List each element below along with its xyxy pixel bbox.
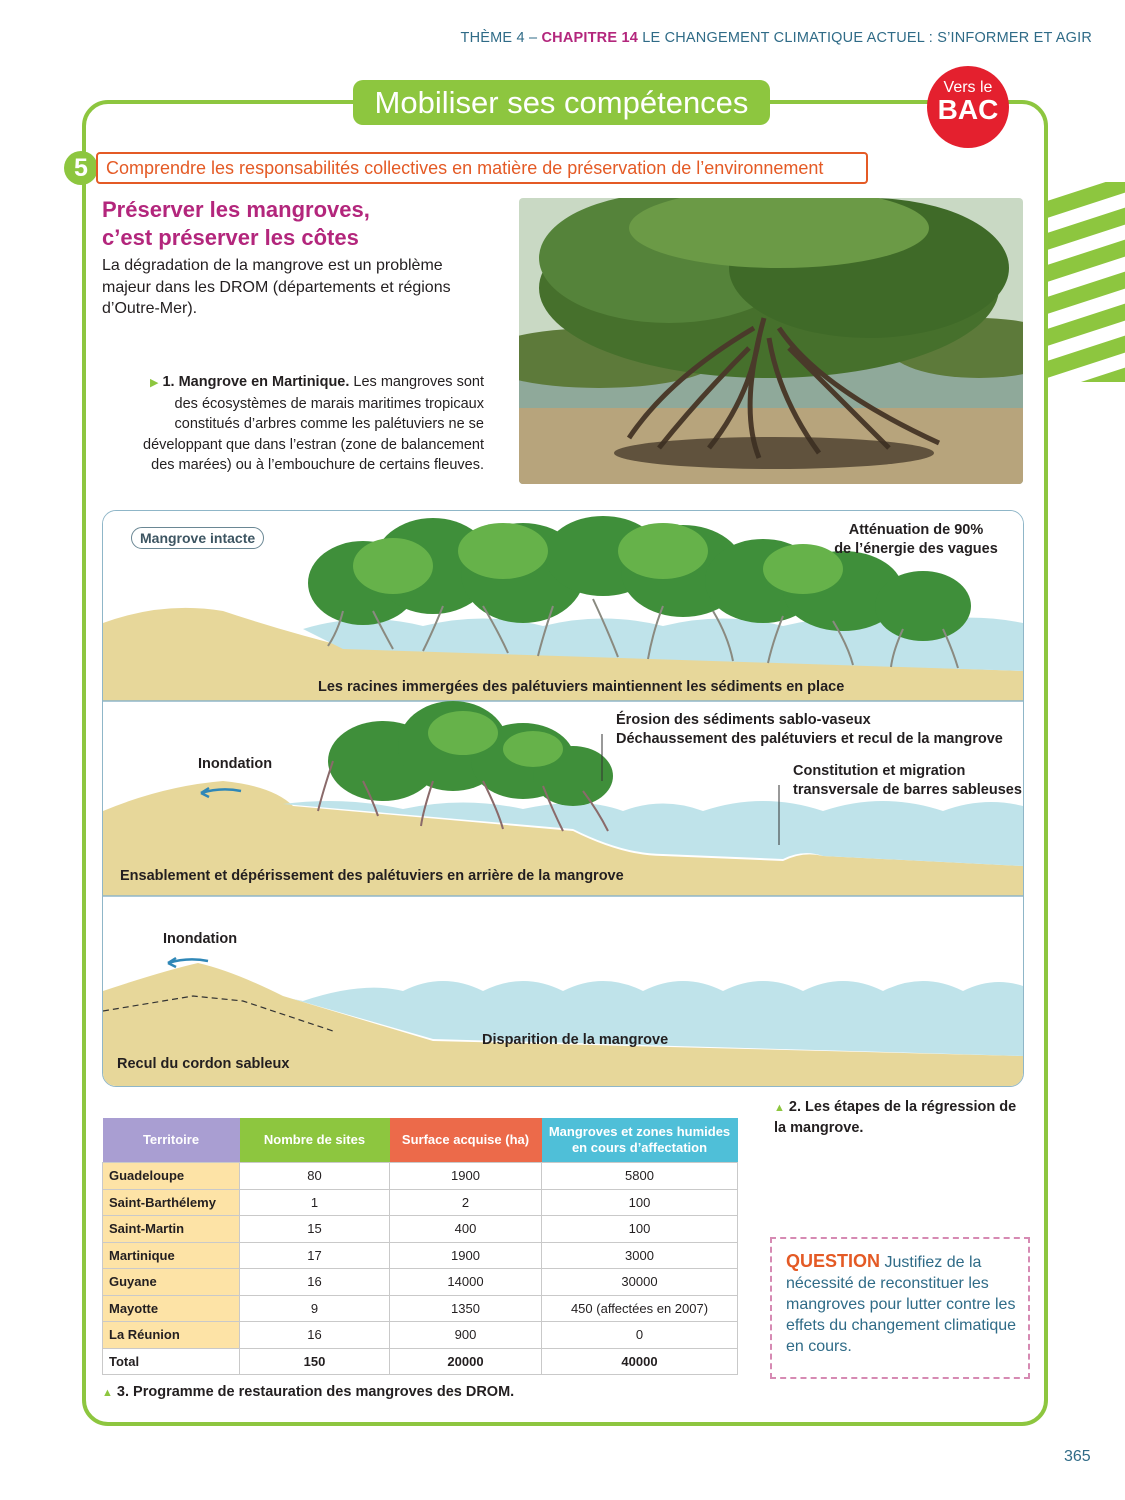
competence-box: Comprendre les responsabilités collectives en matière de préservation de l’environnement <box>96 152 868 184</box>
cell-territoire: La Réunion <box>103 1322 240 1349</box>
cell-territoire: Saint-Martin <box>103 1216 240 1243</box>
cell-surface: 14000 <box>390 1269 542 1296</box>
question-label: QUESTION <box>786 1251 881 1271</box>
cell-surface: 1900 <box>390 1242 542 1269</box>
intro-text: La dégradation de la mangrove est un problème majeur dans les DROM (départements et régions d’Outre-Mer). <box>102 257 451 317</box>
doc1-text: Les mangroves sont des écosystèmes de marais maritimes tropicaux constitués d’arbres comme les palétuviers ne se développant que dans l’estran (zone de balancement des marées) ou à l’embouchure de certains fleuves. <box>143 374 484 473</box>
cell-territoire: Martinique <box>103 1242 240 1269</box>
table-row <box>103 1216 738 1243</box>
recul-label: Recul du cordon sableux <box>117 1056 290 1072</box>
cell-sites: 16 <box>240 1322 390 1349</box>
col-header-territoire: Territoire <box>103 1118 240 1163</box>
attenuation-label <box>821 521 1011 559</box>
table-row <box>103 1189 738 1216</box>
cell-affectation: 100 <box>542 1216 738 1243</box>
mangrove-photo <box>519 198 1023 484</box>
doc2-title: 2. Les étapes de la régression de la mangrove. <box>774 1099 1017 1136</box>
doc2-caption <box>774 1097 1029 1138</box>
section-banner: Mobiliser ses compétences <box>353 80 770 125</box>
disparition-label: Disparition de la mangrove <box>482 1032 669 1048</box>
barres-line1: Constitution et migration <box>793 763 966 779</box>
cell-affectation: 3000 <box>542 1242 738 1269</box>
table-row <box>103 1269 738 1296</box>
doc3-caption <box>102 1384 514 1400</box>
erosion-label <box>616 711 1003 749</box>
cell-surface: 2 <box>390 1189 542 1216</box>
triangle-up-icon: ▲ <box>774 1102 785 1114</box>
exercise-title <box>102 196 502 252</box>
table-row <box>103 1163 738 1190</box>
erosion-line2: Déchaussement des palétuviers et recul de la mangrove <box>616 731 1003 747</box>
question-box <box>770 1237 1030 1379</box>
cell-affectation: 450 (affectées en 2007) <box>542 1295 738 1322</box>
cell-total-surface: 20000 <box>390 1348 542 1375</box>
attenuation-line1: Atténuation de 90% <box>848 522 984 538</box>
triangle-icon: ▶ <box>149 377 159 389</box>
cell-affectation: 100 <box>542 1189 738 1216</box>
cell-total-affectation: 40000 <box>542 1348 738 1375</box>
question-text: Justifiez de la nécessité de reconstituer les mangroves pour lutter contre les effets du changement climatique en cours. <box>786 1254 1017 1355</box>
cell-territoire: Saint-Barthélemy <box>103 1189 240 1216</box>
table-total-row <box>103 1348 738 1375</box>
table-row <box>103 1242 738 1269</box>
cell-total-sites: 150 <box>240 1348 390 1375</box>
header-chapter: CHAPITRE 14 <box>541 30 638 46</box>
cell-sites: 16 <box>240 1269 390 1296</box>
col-header-surface: Surface acquise (ha) <box>390 1118 542 1163</box>
intact-tag: Mangrove intacte <box>131 527 264 549</box>
running-header <box>461 30 1092 46</box>
erosion-line1: Érosion des sédiments sablo-vaseux <box>616 712 871 728</box>
cell-sites: 17 <box>240 1242 390 1269</box>
badge-line2: BAC <box>937 94 999 125</box>
mangrove-regression-diagram <box>102 510 1024 1087</box>
header-theme: THÈME 4 – <box>460 30 538 46</box>
cell-sites: 15 <box>240 1216 390 1243</box>
header-title: LE CHANGEMENT CLIMATIQUE ACTUEL : S’INFORMER ET AGIR <box>642 30 1092 46</box>
exercise-number: 5 <box>64 151 98 185</box>
cell-surface: 400 <box>390 1216 542 1243</box>
col-header-affectation: Mangroves et zones humides en cours d’affectation <box>542 1118 738 1163</box>
cell-surface: 1900 <box>390 1163 542 1190</box>
restoration-table <box>102 1118 738 1375</box>
barres-label <box>793 762 1022 800</box>
cell-affectation: 5800 <box>542 1163 738 1190</box>
inondation-label-2: Inondation <box>198 756 273 772</box>
cell-surface: 900 <box>390 1322 542 1349</box>
col-header-sites: Nombre de sites <box>240 1118 390 1163</box>
roots-label: Les racines immergées des palétuviers maintiennent les sédiments en place <box>318 679 845 695</box>
page-number: 365 <box>1064 1448 1091 1465</box>
doc3-title: 3. Programme de restauration des mangroves des DROM. <box>116 1384 515 1400</box>
triangle-up-icon: ▲ <box>102 1387 113 1399</box>
doc1-title: 1. Mangrove en Martinique. <box>162 374 350 390</box>
barres-line2: transversale de barres sableuses <box>793 782 1022 798</box>
vers-le-bac-badge <box>927 66 1009 148</box>
cell-surface: 1350 <box>390 1295 542 1322</box>
cell-affectation: 0 <box>542 1322 738 1349</box>
cell-total-label: Total <box>103 1348 240 1375</box>
badge-line1: Vers le <box>943 79 993 96</box>
ensablement-label: Ensablement et dépérissement des palétuviers en arrière de la mangrove <box>120 868 624 884</box>
inondation-label-3: Inondation <box>163 931 238 947</box>
title-line1: Préserver les mangroves, <box>102 197 370 222</box>
cell-territoire: Guyane <box>103 1269 240 1296</box>
table-row <box>103 1322 738 1349</box>
title-line2: c’est préserver les côtes <box>102 225 359 250</box>
attenuation-line2: de l’énergie des vagues <box>834 541 998 557</box>
table-row <box>103 1295 738 1322</box>
cell-sites: 80 <box>240 1163 390 1190</box>
doc1-caption <box>126 372 484 476</box>
cell-territoire: Mayotte <box>103 1295 240 1322</box>
cell-affectation: 30000 <box>542 1269 738 1296</box>
cell-territoire: Guadeloupe <box>103 1163 240 1190</box>
cell-sites: 1 <box>240 1189 390 1216</box>
decorative-stripes <box>1044 182 1125 382</box>
table-header-row <box>103 1118 738 1163</box>
cell-sites: 9 <box>240 1295 390 1322</box>
